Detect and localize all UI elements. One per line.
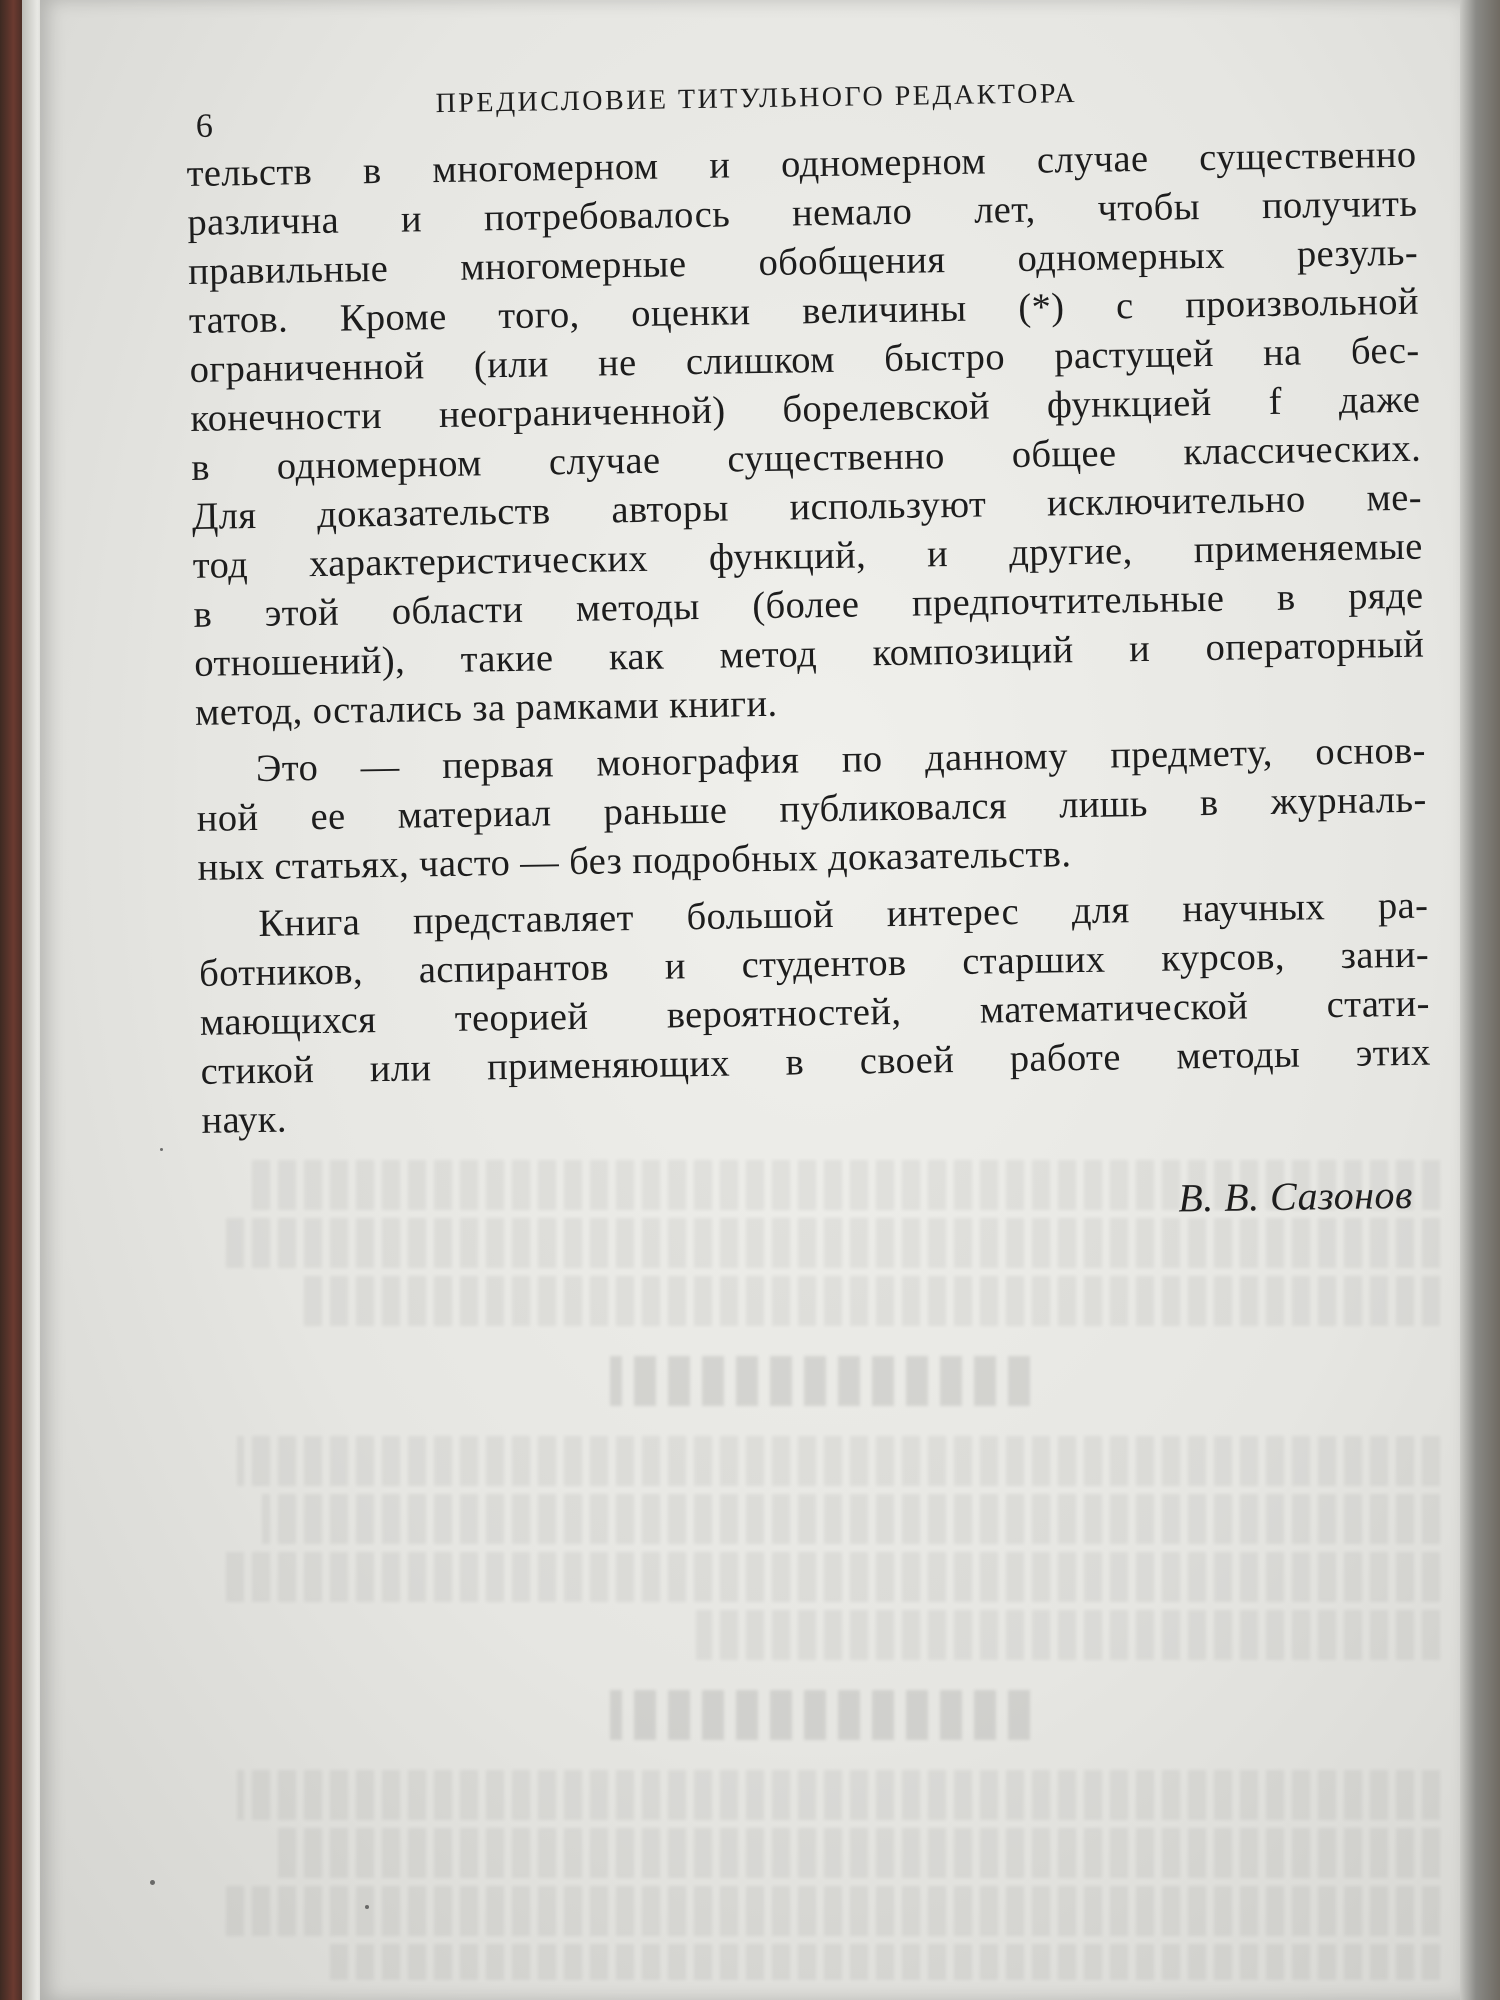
text-line: Книга представляет большой интерес для научных ра- [258, 884, 1429, 945]
text-line: конечности неограниченной) борелевской функцией f даже [190, 378, 1421, 440]
print-speck [160, 1148, 163, 1151]
paragraph [198, 882, 1432, 1146]
text-line: ограниченной (или не слишком быстро растущей на бес- [189, 329, 1420, 391]
running-head: ПРЕДИСЛОВИЕ ТИТУЛЬНОГО РЕДАКТОРА [435, 77, 1078, 120]
text-line: татов. Кроме того, оценки величины (*) с произвольной [188, 280, 1420, 342]
print-speck [365, 1905, 369, 1909]
text-line: стикой или применяющих в своей работе методы этих [200, 1031, 1431, 1093]
text-line: мающихся теорией вероятностей, математической стати- [199, 982, 1431, 1044]
text-line: Это — первая монография по данному предмету, основ- [255, 729, 1427, 790]
page-number: 6 [195, 107, 214, 145]
page-edge-right [1460, 0, 1500, 2000]
text-line: в этой области методы (более предпочтительные в ряде [193, 574, 1424, 636]
text-line: ботников, аспирантов и студентов старших курсов, зани- [198, 933, 1430, 995]
show-through-text [200, 1160, 1440, 1980]
text-line: в одномерном случае существенно общее классических. [190, 427, 1422, 489]
text-line: отношений), такие как метод композиций и операторный [194, 623, 1425, 685]
text-line: тельств в многомерном и одномерном случае существенно [186, 133, 1417, 195]
paragraph [186, 131, 1425, 738]
text-line: наук. [201, 1098, 288, 1142]
text-line: Для доказательств авторы используют исключительно ме- [191, 476, 1423, 538]
text-line: различна и потребовалось немало лет, чтобы получить [187, 182, 1418, 244]
text-line: метод, остались за рамками книги. [194, 682, 778, 734]
text-line: правильные многомерные обобщения одномерных резуль- [187, 231, 1419, 293]
text-line: ной ее материал раньше публиковался лишь в журналь- [196, 778, 1427, 840]
text-line: тод характеристических функций, и другие, применяемые [192, 525, 1423, 587]
signature: В. В. Сазонов [1177, 1171, 1414, 1221]
print-speck [150, 1880, 155, 1885]
page-content [185, 51, 1433, 1237]
paragraph [196, 727, 1428, 893]
text-line: ных статьях, часто — без подробных доказательств. [197, 833, 1072, 889]
